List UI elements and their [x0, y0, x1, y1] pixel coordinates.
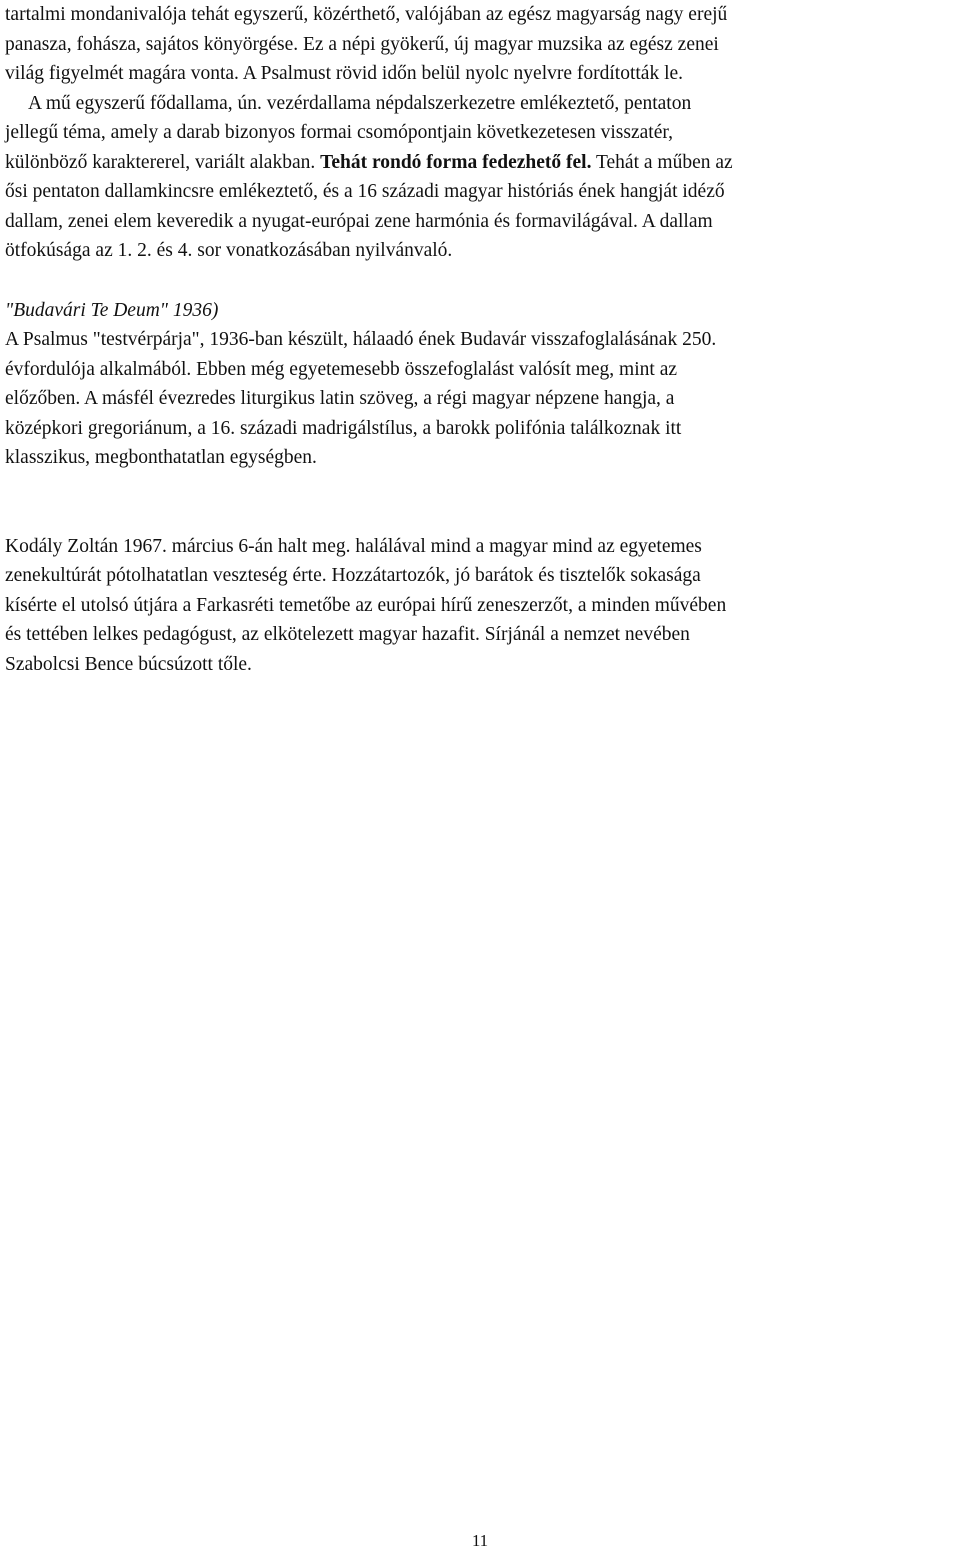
text-line: és tettében lelkes pedagógust, az elkötelezett magyar hazafit. Sírjánál a nemzet nevében — [5, 624, 690, 645]
text-line: klasszikus, megbonthatatlan egységben. — [5, 447, 317, 468]
page-number: 11 — [471, 1531, 489, 1550]
paragraph-main-melody — [5, 89, 955, 266]
text-line: ötfokúsága az 1. 2. és 4. sor vonatkozásában nyilvánvaló. — [5, 240, 453, 261]
text-line: évfordulója alkalmából. Ebben még egyetemesebb összefoglalást valósít meg, mint az — [5, 358, 677, 380]
section-budavari-te-deum — [5, 296, 955, 473]
text-line: Kodály Zoltán 1967. március 6-án halt meg. halálával mind a magyar mind az egyetemes — [5, 535, 702, 557]
text-line: középkori gregoriánum, a 16. századi madrigálstílus, a barokk polifónia találkoznak itt — [5, 417, 682, 439]
text-line: világ figyelmét magára vonta. A Psalmust rövid időn belül nyolc nyelvre fordították le. — [5, 63, 684, 84]
document-page — [5, 0, 955, 679]
paragraph-kodaly-death — [5, 532, 955, 680]
text-line: panasza, fohásza, sajátos könyörgése. Ez a népi gyökerű, új magyar muzsika az egész zenei — [5, 33, 719, 55]
text-line — [5, 148, 955, 178]
section-heading: "Budavári Te Deum" 1936) — [5, 299, 219, 321]
text-line: ősi pentaton dallamkincsre emlékeztető, és a 16 századi magyar históriás ének hangját idéző — [5, 181, 725, 202]
text-line: jellegű téma, amely a darab bizonyos formai csomópontjain következetesen visszatér, — [5, 122, 673, 143]
text-line: dallam, zenei elem keveredik a nyugat-európai zene harmónia és formavilágával. A dallam — [5, 210, 713, 232]
text-line: A Psalmus "testvérpárja", 1936-ban készült, hálaadó ének Budavár visszafoglalásának 250. — [5, 329, 717, 350]
text-run: különböző karaktererel, variált alakban. — [5, 151, 321, 173]
text-run: Tehát a műben az — [591, 151, 733, 173]
text-line: A mű egyszerű fődallama, ún. vezérdallama népdalszerkezetre emlékeztető, pentaton — [28, 92, 692, 114]
text-line: kísérte el utolsó útjára a Farkasréti temetőbe az európai hírű zeneszerzőt, a minden művében — [5, 594, 727, 616]
text-line: tartalmi mondanivalója tehát egyszerű, közérthető, valójában az egész magyarság nagy erejű — [5, 4, 728, 25]
paragraph-spacer — [5, 266, 955, 296]
paragraph-spacer — [5, 473, 955, 532]
paragraph-psalmus-intro — [5, 0, 955, 89]
text-line: Szabolcsi Bence búcsúzott tőle. — [5, 653, 252, 675]
bold-emphasis: Tehát rondó forma fedezhető fel. — [320, 151, 592, 173]
text-line: előzőben. A másfél évezredes liturgikus latin szöveg, a régi magyar népzene hangja, a — [5, 388, 675, 409]
text-line: zenekultúrát pótolhatatlan veszteség érte. Hozzátartozók, jó barátok és tisztelők sokasága — [5, 565, 701, 586]
